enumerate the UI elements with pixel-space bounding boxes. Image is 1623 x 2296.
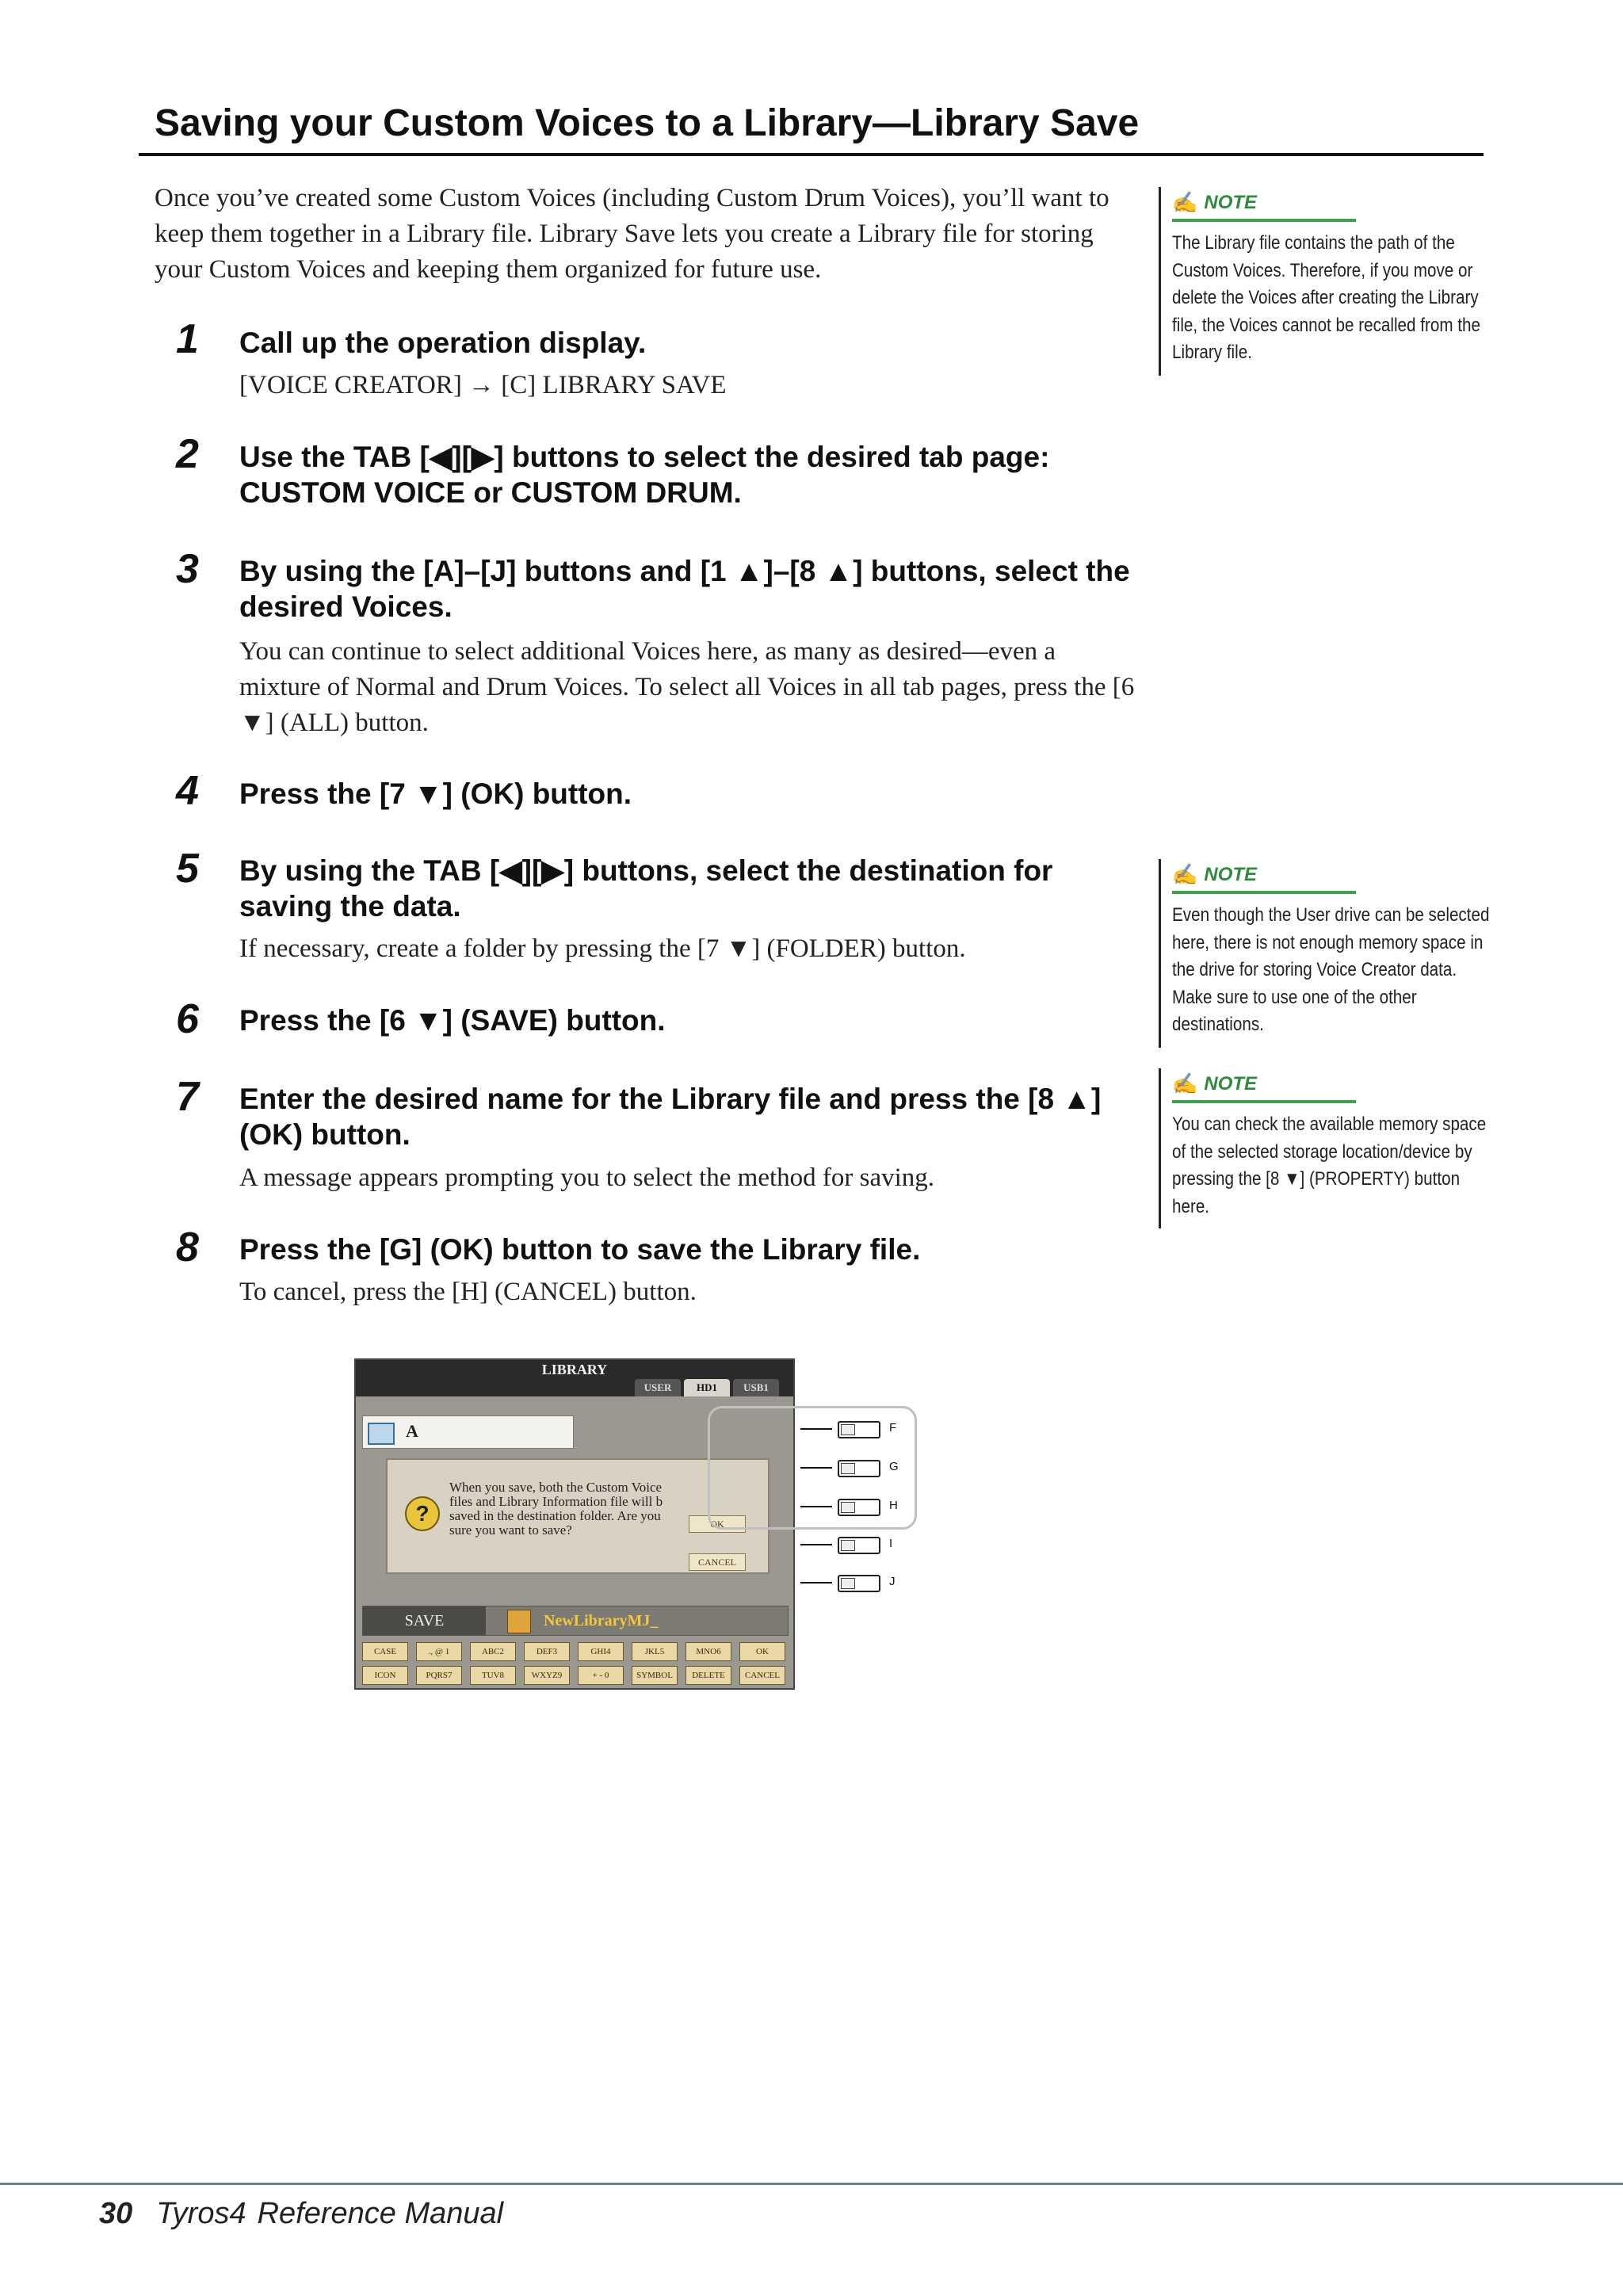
step-heading: Press the [6 ▼] (SAVE) button. bbox=[239, 1004, 666, 1037]
step-heading: By using the [A]–[J] buttons and [1 ▲]–[8 ▲] buttons, select the desired Voices. bbox=[239, 555, 1130, 623]
dialog-message: When you save, both the Custom Voice files and Library Information file will b saved in the destination folder. Are you sure you want to save? bbox=[449, 1480, 663, 1538]
step-heading: Call up the operation display. bbox=[239, 327, 647, 359]
button-face bbox=[841, 1424, 855, 1435]
key-9[interactable]: WXYZ9 bbox=[524, 1666, 570, 1685]
button-face bbox=[841, 1540, 855, 1551]
panel-button-f[interactable] bbox=[838, 1421, 880, 1438]
product-name: Tyros4 bbox=[156, 2197, 246, 2230]
title-rule bbox=[139, 153, 1484, 156]
leader-line bbox=[800, 1582, 832, 1584]
button-face bbox=[841, 1578, 855, 1589]
note-box bbox=[1159, 1068, 1497, 1228]
key-case[interactable]: CASE bbox=[362, 1642, 408, 1661]
step-number: 8 bbox=[176, 1224, 199, 1270]
ok-button[interactable]: OK bbox=[689, 1515, 746, 1533]
note-box bbox=[1159, 859, 1497, 1048]
tab-usb1[interactable]: USB1 bbox=[733, 1379, 779, 1396]
folder-name: A bbox=[406, 1421, 418, 1441]
save-bar bbox=[362, 1606, 789, 1636]
leader-line bbox=[800, 1428, 832, 1430]
step-number: 7 bbox=[176, 1074, 199, 1120]
step-body: [VOICE CREATOR] → [C] LIBRARY SAVE bbox=[239, 371, 727, 399]
note-label: NOTE bbox=[1204, 192, 1258, 213]
note-text: You can check the available memory space of the selected storage location/device by pressing the [8 ▼] (PROPERTY) button here. bbox=[1172, 1114, 1487, 1217]
question-icon: ? bbox=[405, 1496, 440, 1531]
step-number: 1 bbox=[176, 316, 199, 362]
key-0[interactable]: + - 0 bbox=[578, 1666, 624, 1685]
save-label: SAVE bbox=[363, 1606, 486, 1635]
step-body: To cancel, press the [H] (CANCEL) button. bbox=[239, 1278, 697, 1306]
pencil-note-icon: ✍ bbox=[1172, 1072, 1198, 1095]
step-heading: By using the TAB [◀][▶] buttons, select the destination for saving the data. bbox=[239, 854, 1053, 923]
cancel-button[interactable]: CANCEL bbox=[689, 1553, 746, 1571]
pencil-note-icon: ✍ bbox=[1172, 191, 1198, 214]
key-2[interactable]: ABC2 bbox=[470, 1642, 516, 1661]
key-ok[interactable]: OK bbox=[739, 1642, 785, 1661]
button-face bbox=[841, 1502, 855, 1513]
step-heading: Press the [7 ▼] (OK) button. bbox=[239, 777, 632, 810]
tab-hd1[interactable]: HD1 bbox=[684, 1379, 730, 1396]
folder-item[interactable] bbox=[362, 1415, 574, 1449]
note-label: NOTE bbox=[1204, 864, 1258, 885]
key-6[interactable]: MNO6 bbox=[685, 1642, 731, 1661]
step-heading: Use the TAB [◀][▶] buttons to select the desired tab page: CUSTOM VOICE or CUSTOM DRUM. bbox=[239, 441, 1050, 509]
key-4[interactable]: GHI4 bbox=[578, 1642, 624, 1661]
manual-title: Reference Manual bbox=[257, 2197, 504, 2230]
step-number: 5 bbox=[176, 846, 199, 892]
section-title: Saving your Custom Voices to a Library—Library Save bbox=[155, 102, 1140, 144]
intro-paragraph: Once you’ve created some Custom Voices (including Custom Drum Voices), you’ll want to keep them together in a Library file. Library Save lets you create a Library file for storing your Custom Voices and keeping them organized for future use. bbox=[155, 184, 1109, 284]
panel-button-label: I bbox=[889, 1537, 893, 1550]
pencil-note-icon: ✍ bbox=[1172, 863, 1198, 886]
key-cancel[interactable]: CANCEL bbox=[739, 1666, 785, 1685]
leader-line bbox=[800, 1506, 832, 1507]
tab-user[interactable]: USER bbox=[635, 1379, 681, 1396]
step-body: A message appears prompting you to select the method for saving. bbox=[239, 1163, 935, 1192]
note-box bbox=[1159, 187, 1497, 376]
panel-button-g[interactable] bbox=[838, 1460, 880, 1477]
panel-button-label: J bbox=[889, 1575, 896, 1588]
key-1[interactable]: ., @ 1 bbox=[416, 1642, 462, 1661]
key-symbol[interactable]: SYMBOL bbox=[632, 1666, 678, 1685]
library-file-icon bbox=[507, 1610, 531, 1633]
lcd-title: LIBRARY bbox=[541, 1362, 608, 1377]
lcd-title-bar bbox=[356, 1360, 793, 1396]
button-face bbox=[841, 1463, 855, 1474]
note-header bbox=[1172, 1068, 1356, 1103]
panel-button-j[interactable] bbox=[838, 1575, 880, 1592]
page-footer bbox=[99, 2197, 503, 2231]
key-7[interactable]: PQRS7 bbox=[416, 1666, 462, 1685]
file-name-input[interactable]: NewLibraryMJ_ bbox=[544, 1612, 659, 1629]
note-header bbox=[1172, 859, 1356, 894]
step-body: If necessary, create a folder by pressing the [7 ▼] (FOLDER) button. bbox=[239, 934, 966, 963]
leader-line bbox=[800, 1544, 832, 1545]
step-heading: Press the [G] (OK) button to save the Library file. bbox=[239, 1233, 921, 1266]
footer-rule bbox=[0, 2183, 1623, 2185]
panel-button-i[interactable] bbox=[838, 1537, 880, 1554]
key-3[interactable]: DEF3 bbox=[524, 1642, 570, 1661]
step-heading: Enter the desired name for the Library file and press the [8 ▲] (OK) button. bbox=[239, 1083, 1102, 1151]
key-icon[interactable]: ICON bbox=[362, 1666, 408, 1685]
note-label: NOTE bbox=[1204, 1073, 1258, 1095]
folder-icon bbox=[368, 1423, 395, 1445]
note-text: The Library file contains the path of the Custom Voices. Therefore, if you move or delete the Voices after creating the Library file, the Voices cannot be recalled from the Library file. bbox=[1172, 232, 1480, 363]
panel-button-label: G bbox=[889, 1460, 899, 1473]
key-5[interactable]: JKL5 bbox=[632, 1642, 678, 1661]
panel-button-h[interactable] bbox=[838, 1499, 880, 1516]
step-number: 6 bbox=[176, 996, 199, 1042]
page-number: 30 bbox=[99, 2197, 133, 2230]
key-delete[interactable]: DELETE bbox=[685, 1666, 731, 1685]
note-text: Even though the User drive can be selected here, there is not enough memory space in the drive for storing Voice Creator data. Make sure to use one of the other destinations. bbox=[1172, 904, 1490, 1035]
note-header bbox=[1172, 187, 1356, 222]
step-body: You can continue to select additional Voices here, as many as desired—even a mixture of Normal and Drum Voices. To select all Voices in all tab pages, press the [6 ▼] (ALL) button. bbox=[239, 637, 1135, 737]
step-number: 2 bbox=[176, 431, 199, 477]
step-number: 3 bbox=[176, 546, 199, 592]
key-8[interactable]: TUV8 bbox=[470, 1666, 516, 1685]
step-number: 4 bbox=[176, 768, 199, 814]
panel-button-label: H bbox=[889, 1499, 898, 1512]
leader-line bbox=[800, 1467, 832, 1469]
panel-button-label: F bbox=[889, 1421, 897, 1435]
